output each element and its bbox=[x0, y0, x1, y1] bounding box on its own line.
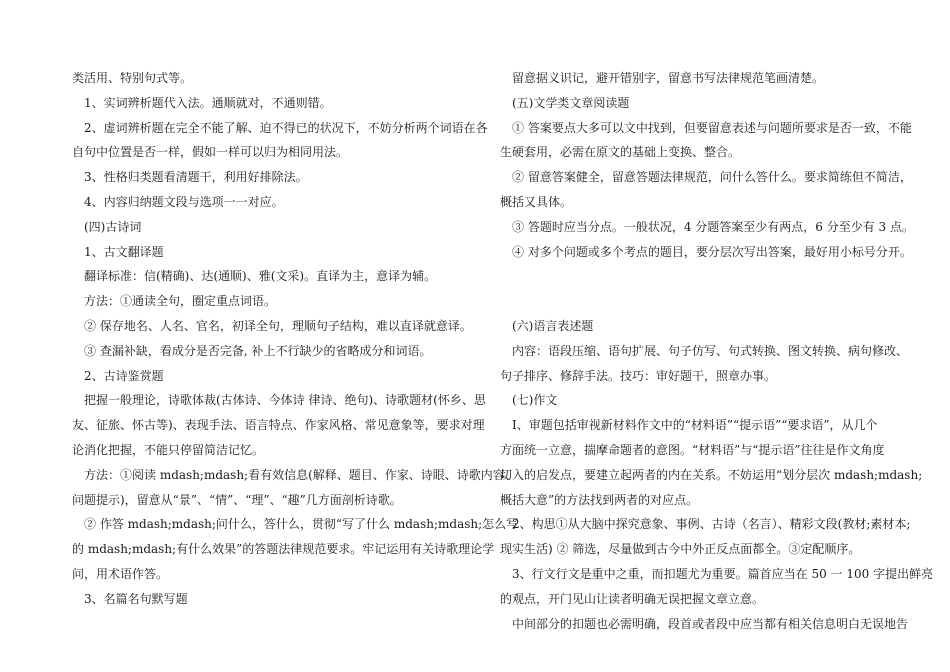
text-line: 2、构思①从大脑中探究意象、事例、古诗（名言）、精彩文段(教材;素材本; bbox=[500, 517, 911, 532]
text-line: (六)语言表述题 bbox=[500, 318, 594, 333]
text-line: (五)文学类文章阅读题 bbox=[500, 95, 630, 110]
text-line: 方面统一立意，揣摩命题者的意图。“材料语”与“提示语”往往是作文角度 bbox=[500, 442, 885, 457]
text-line: 1、实词辨析题代入法。通顺就对，不通则错。 bbox=[72, 95, 332, 110]
text-line: ② 留意答案健全，留意答题法律规范，问什么答什么。要求简练但不简洁， bbox=[500, 170, 912, 185]
text-line: ② 保存地名、人名、官名，初译全句，理顺句子结构，难以直译就意译。 bbox=[72, 318, 472, 333]
text-line: 3、名篇名句默写题 bbox=[72, 591, 188, 606]
text-line: ② 作答 mdash;mdash;问什么，答什么，贯彻“写了什么 mdash;mdash;怎么写 bbox=[72, 517, 519, 532]
text-line: 问，用术语作答。 bbox=[72, 566, 169, 581]
text-line: 把握一般理论，诗歌体裁(古体诗、今体诗 律诗、绝句)、诗歌题材(怀乡、思 bbox=[72, 393, 486, 408]
text-line: ① 答案要点大多可以文中找到，但要留意表述与问题所要求是否一致，不能 bbox=[500, 120, 912, 135]
text-line: (四)古诗词 bbox=[72, 219, 142, 234]
text-line: 句子排序、修辞手法。技巧：审好题干，照章办事。 bbox=[500, 368, 777, 383]
text-line: 概括大意”的方法找到两者的对应点。 bbox=[500, 492, 699, 507]
text-line bbox=[500, 264, 888, 289]
text-line: 留意据义识记，避开错别字，留意书写法律规范笔画清楚。 bbox=[500, 71, 825, 85]
text-line: 3、性格归类题看清题干，利用好排除法。 bbox=[72, 170, 308, 185]
text-line: 的 mdash;mdash;有什么效果”的答题法律规范要求。牢记运用有关诗歌理论学 bbox=[72, 542, 495, 557]
text-line: 论消化把握，不能只停留简洁记忆。 bbox=[72, 442, 265, 457]
text-line: 生硬套用，必需在原文的基础上变换、整合。 bbox=[500, 145, 741, 160]
text-line: 翻译标准：信(精确)、达(通顺)、雅(文采)。直译为主，意译为辅。 bbox=[72, 269, 437, 284]
text-line: 2、古诗鉴赏题 bbox=[72, 368, 164, 383]
text-line: 2、虚词辨析题在完全不能了解、迫不得已的状况下，不妨分析两个词语在各 bbox=[72, 120, 488, 135]
text-line: ④ 对多个问题或多个考点的题目，要分层次写出答案，最好用小标号分开。 bbox=[500, 244, 912, 259]
text-line: 方法：①通读全句，圈定重点词语。 bbox=[72, 294, 277, 309]
text-line: Ⅰ、审题包括审视新材料作文中的“材料语”“提示语”“要求语”，从几个 bbox=[500, 418, 878, 433]
text-line bbox=[500, 289, 888, 314]
text-line: 问题提示)，留意从“景”、“情”、“理”、“趣”几方面剖析诗歌。 bbox=[72, 492, 402, 507]
text-line: ③ 查漏补缺，看成分是否完备, 补上不行缺少的省略成分和词语。 bbox=[72, 343, 432, 358]
text-line: ③ 答题时应当分点。一般状况，4 分题答案至少有两点，6 分至少有 3 点。 bbox=[500, 219, 914, 234]
text-line: 类活用、特别句式等。 bbox=[72, 71, 193, 85]
right-text-column bbox=[500, 66, 934, 636]
text-line: 切入的启发点，要建立起两者的内在关系。不妨运用“划分层次 mdash;mdash; bbox=[500, 467, 923, 482]
text-line: 方法：①阅读 mdash;mdash;看有效信息(解释、题目、作家、诗眼、诗歌内容、 bbox=[72, 467, 517, 482]
text-line: 概括又具体。 bbox=[500, 194, 573, 209]
text-line: 的观点，开门见山让读者明确无误把握文章立意。 bbox=[500, 591, 765, 606]
text-line: 友、征旅、怀古等)、表现手法、语言特点、作家风格、常见意象等，要求对理 bbox=[72, 418, 485, 433]
text-line: (七)作文 bbox=[500, 393, 558, 408]
left-text-column bbox=[72, 66, 519, 612]
text-line: 自句中位置是否一样，假如一样可以归为相同用法。 bbox=[72, 145, 349, 160]
text-line: 现实生活) ② 筛选，尽量做到古今中外正反点面都全。③定配顺序。 bbox=[500, 542, 861, 557]
text-line: 3、行文行文是重中之重，而扣题尤为重要。篇首应当在 50 一 100 字提出鲜亮 bbox=[500, 566, 934, 581]
text-line: 1、古文翻译题 bbox=[72, 244, 164, 259]
text-line: 4、内容归纳题文段与选项一一对应。 bbox=[72, 194, 284, 209]
text-line: 内容：语段压缩、语句扩展、句子仿写、句式转换、图文转换、病句修改、 bbox=[500, 343, 909, 358]
text-line: 中间部分的扣题也必需明确，段首或者段中应当都有相关信息明白无误地告 bbox=[500, 616, 909, 631]
